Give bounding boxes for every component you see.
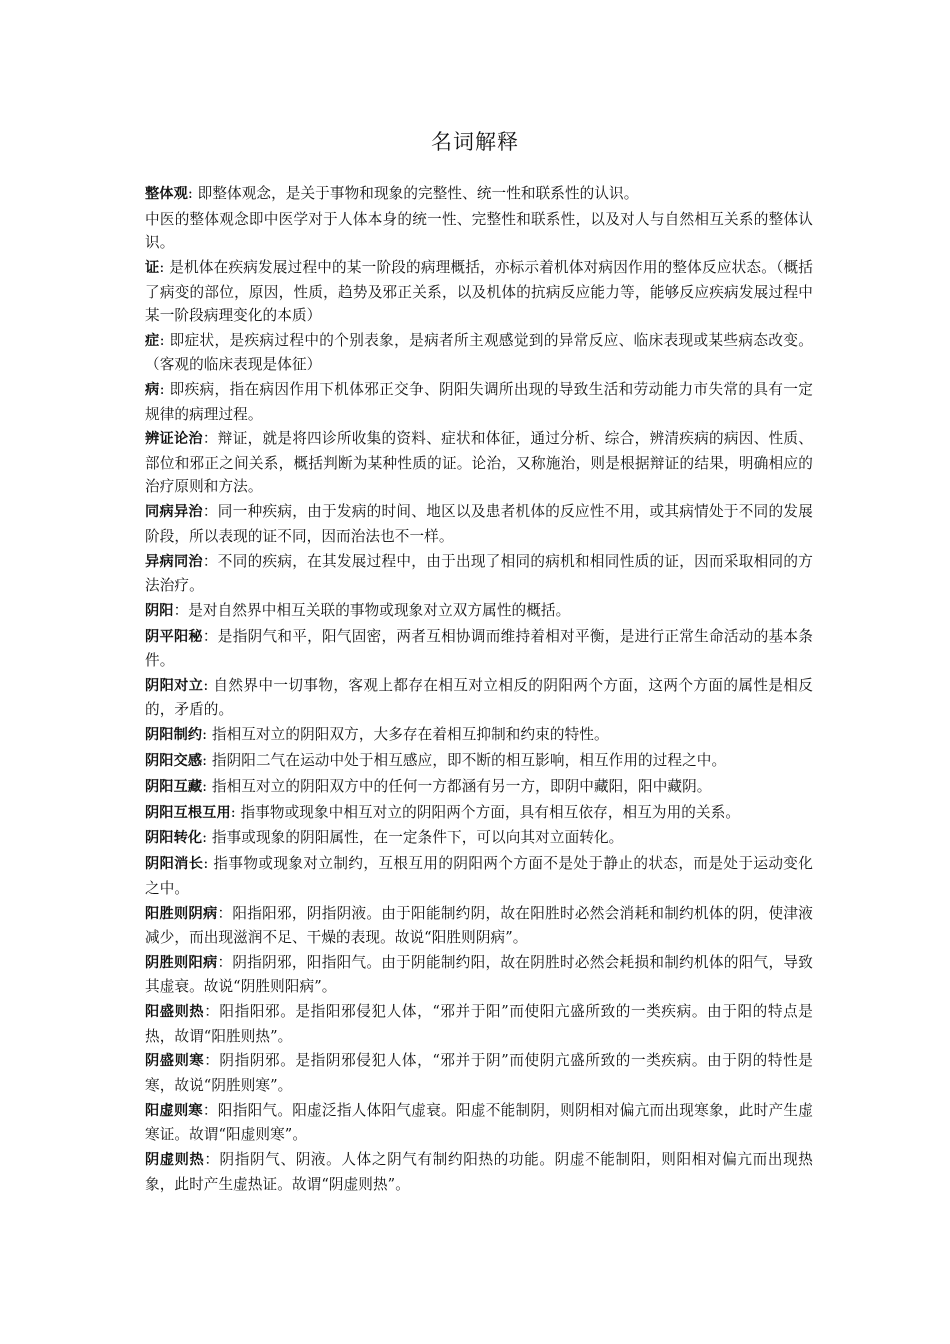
glossary-term: 病 — [145, 382, 160, 399]
glossary-definition: ：同一种疾病，由于发病的时间、地区以及患者机体的反应性不用，或其病情处于不同的发展阶段，所以表现的证不同，因而治法也不一样。 — [145, 503, 813, 545]
glossary-term: 辨证论治 — [145, 431, 203, 448]
glossary-term: 证 — [145, 260, 160, 277]
glossary-entry — [145, 256, 813, 328]
glossary-term: 阴虚则热 — [145, 1152, 205, 1169]
glossary-entry — [145, 674, 813, 722]
glossary-entry — [145, 826, 813, 851]
glossary-definition: ：阳指阳气。阳虚泛指人体阳气虚衰。阳虚不能制阴，则阴相对偏亢而出现寒象，此时产生虚寒证。故谓“阳虚则寒”。 — [145, 1101, 813, 1144]
glossary-term: 阴阳制约 — [145, 727, 203, 744]
glossary-term: 阳盛则热 — [145, 1004, 205, 1021]
glossary-entry — [145, 749, 813, 774]
glossary-definition: ：阴指阴邪，阳指阳气。由于阴能制约阳，故在阴胜时必然会耗损和制约机体的阳气，导致其虚衰。故说“阴胜则阳病”。 — [145, 953, 813, 996]
glossary-definition: : 自然界中一切事物，客观上都存在相互对立相反的阴阳两个方面，这两个方面的属性是相反的，矛盾的。 — [145, 676, 814, 719]
glossary-term: 阴阳消长 — [145, 856, 204, 873]
glossary-term: 症 — [145, 332, 160, 349]
glossary-entry — [145, 1049, 813, 1097]
glossary-entry — [145, 500, 813, 548]
glossary-term: 异病同治 — [145, 553, 203, 570]
glossary-definition: 中医的整体观念即中医学对于人体本身的统一性、完整性和联系性，以及对人与自然相互关系的整体认识。 — [145, 210, 813, 252]
glossary-term: 阴阳转化 — [145, 830, 203, 847]
glossary-definition: ：阴指阴气、阴液。人体之阴气有制约阳热的功能。阴虚不能制阳，则阳相对偏亢而出现热象，此时产生虚热证。故谓“阴虚则热”。 — [145, 1151, 813, 1193]
glossary-definition: ：不同的疾病，在其发展过程中，由于出现了相同的病机和相同性质的证，因而采取相同的方法治疗。 — [145, 552, 813, 595]
glossary-entry — [145, 1099, 813, 1147]
glossary-entry — [145, 427, 813, 499]
glossary-entry — [145, 208, 813, 255]
glossary-definition: ：阴指阴邪。是指阴邪侵犯人体，“邪并于阴”而使阴亢盛所致的一类疾病。由于阴的特性是寒，故说“阴胜则寒”。 — [145, 1052, 813, 1094]
glossary-definition: ：是对自然界中相互关联的事物或现象对立双方属性的概括。 — [173, 601, 571, 619]
glossary-definition: : 即症状，是疾病过程中的个别表象，是病者所主观感觉到的异常反应、临床表现或某些病态改变。（客观的临床表现是体征） — [145, 331, 814, 374]
glossary-entry — [145, 902, 813, 950]
glossary-definition: : 指相互对立的阴阳双方，大多存在着相互抑制和约束的特性。 — [202, 726, 609, 744]
glossary-body — [145, 182, 813, 1197]
glossary-definition: ：阳指阳邪。是指阳邪侵犯人体，“邪并于阳”而使阳亢盛所致的一类疾病。由于阳的特点是热，故谓“阳胜则热”。 — [145, 1003, 813, 1045]
glossary-definition: ：辩证，就是将四诊所收集的资料、症状和体征，通过分析、综合，辨清疾病的病因、性质、部位和邪正之间关系，概括判断为某种性质的证。论治，又称施治，则是根据辩证的结果，明确相应的治疗原则和方法。 — [145, 430, 813, 496]
glossary-definition: : 即整体观念，是关于事物和现象的完整性、统一性和联系性的认识。 — [187, 185, 639, 202]
glossary-term: 阴阳对立 — [145, 677, 204, 694]
glossary-term: 阳虚则寒 — [145, 1102, 203, 1119]
glossary-term: 阴盛则寒 — [145, 1053, 205, 1070]
glossary-entry — [145, 182, 813, 207]
glossary-entry — [145, 775, 813, 800]
glossary-entry — [145, 625, 813, 673]
glossary-definition: ：是指阴气和平，阳气固密，两者互相协调而维持着相对平衡，是进行正常生命活动的基本条件。 — [145, 627, 813, 670]
glossary-term: 阴阳互根互用 — [145, 804, 231, 821]
glossary-definition: : 指相互对立的阴阳双方中的任何一方都涵有另一方，即阴中藏阳，阳中藏阴。 — [202, 777, 712, 795]
glossary-entry — [145, 599, 813, 624]
glossary-entry — [145, 723, 813, 748]
glossary-term: 阴胜则阳病 — [145, 954, 218, 971]
glossary-definition: : 指事物或现象中相互对立的阴阳两个方面，具有相互依存，相互为用的关系。 — [230, 803, 741, 821]
glossary-term: 阳胜则阴病 — [145, 905, 218, 922]
glossary-term: 阴平阳秘 — [145, 628, 203, 645]
glossary-entry — [145, 801, 813, 826]
glossary-definition: ：阳指阳邪，阴指阴液。由于阳能制约阴，故在阳胜时必然会消耗和制约机体的阴，使津液减少，而出现滋润不足、干燥的表现。故说“阳胜则阴病”。 — [145, 904, 813, 947]
glossary-entry — [145, 550, 813, 598]
glossary-entry — [145, 1148, 813, 1196]
glossary-term: 阴阳 — [145, 602, 174, 619]
glossary-term: 阴阳互藏 — [145, 778, 203, 795]
glossary-entry — [145, 329, 813, 377]
glossary-definition: : 指事物或现象对立制约，互根互用的阴阳两个方面不是处于静止的状态，而是处于运动变化之中。 — [145, 855, 814, 897]
glossary-definition: : 指阴阳二气在运动中处于相互感应，即不断的相互影响，相互作用的过程之中。 — [202, 752, 727, 770]
glossary-term: 阴阳交感 — [145, 753, 203, 770]
glossary-definition: : 即疾病，指在病因作用下机体邪正交争、阴阳失调所出现的导致生活和劳动能力市失常的具有一定规律的病理过程。 — [145, 381, 814, 423]
glossary-entry — [145, 1000, 813, 1048]
glossary-term: 同病异治 — [145, 504, 203, 521]
glossary-definition: : 指事或现象的阴阳属性，在一定条件下，可以向其对立面转化。 — [202, 829, 624, 847]
glossary-entry — [145, 852, 813, 900]
glossary-entry — [145, 951, 813, 999]
glossary-entry — [145, 378, 813, 426]
page-title: 名词解释 — [431, 130, 519, 154]
glossary-term: 整体观 — [145, 186, 188, 202]
glossary-definition: : 是机体在疾病发展过程中的某一阶段的病理概括，亦标示着机体对病因作用的整体反应状态。（概括了病变的部位，原因，性质，趋势及邪正关系，以及机体的抗病反应能力等，能够反应疾病发展过程中某一阶段病理变化的本质） — [145, 259, 814, 325]
